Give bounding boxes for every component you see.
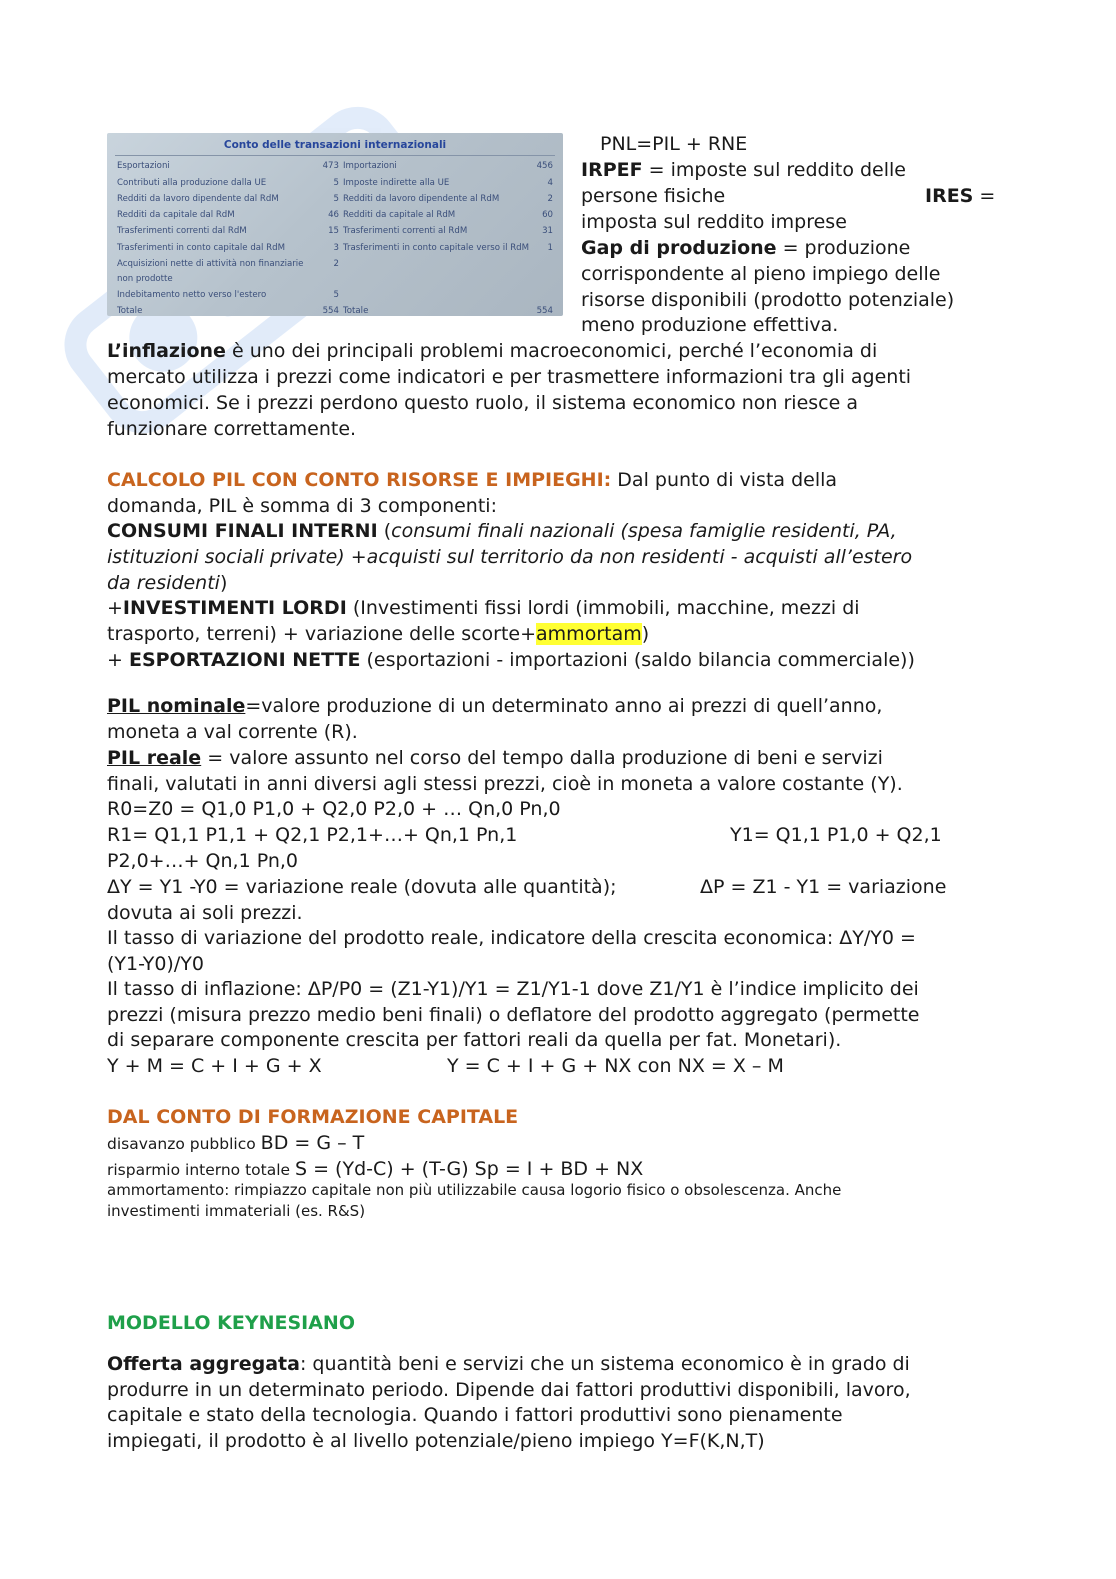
risparmio-eq: S = (Yd-C) + (T-G) Sp = I + BD + NX (295, 1158, 644, 1180)
consumi-def-1: consumi finali nazionali (spesa famiglie residenti, PA, (391, 520, 897, 542)
ammortamento-line-2: investimenti immateriali (es. R&S) (107, 1202, 366, 1220)
pil-nominale-line-2: moneta a val corrente (R). (107, 721, 358, 743)
table-right-label: Redditi da lavoro dipendente al RdM (343, 194, 500, 204)
table-right-value: 31 (542, 226, 553, 236)
table-right-label: Trasferimenti in conto capitale verso il RdM (343, 243, 530, 253)
consumi-line-3 (107, 570, 227, 596)
table-left-label: Contributi alla produzione dalla UE (117, 178, 267, 188)
table-right-value: 2 (547, 194, 553, 204)
pil-reale-line-1 (107, 745, 883, 771)
table-right-value: 4 (547, 178, 553, 188)
transactions-table-image (107, 133, 563, 316)
ires-term: IRES (925, 185, 974, 207)
investimenti-line-1 (107, 595, 860, 621)
inv-close: ) (641, 623, 650, 645)
gap-line (581, 235, 910, 261)
consumi-close: ) (219, 572, 228, 594)
offerta-line-2: produrre in un determinato periodo. Dipende dai fattori produttivi disponibili, lavoro, (107, 1379, 911, 1401)
table-right-label: Importazioni (343, 161, 397, 171)
inflazione-line-2: mercato utilizza i prezzi come indicatori e per trasmettere informazioni tra gli agenti (107, 366, 912, 388)
disavanzo-line (107, 1130, 364, 1157)
gap-def-3: risorse disponibili (prodotto potenziale) (581, 289, 955, 311)
table-divider (115, 155, 555, 156)
formula-r1: R1= Q1,1 P1,1 + Q2,1 P2,1+…+ Qn,1 Pn,1 (107, 824, 518, 846)
gap-def: = produzione (776, 237, 911, 259)
formazione-heading: DAL CONTO DI FORMAZIONE CAPITALE (107, 1106, 519, 1128)
table-right-label: Imposte indirette alla UE (343, 178, 450, 188)
offerta-line-1 (107, 1351, 910, 1377)
consumi-def-3: da residenti (107, 572, 220, 594)
inflazione-term: L’inflazione (107, 340, 226, 362)
calcolo-heading-rest: Dal punto di vista della (611, 469, 838, 491)
table-left-label: Totale (117, 306, 143, 316)
pil-nominale-line-1 (107, 693, 882, 719)
table-left-value: 5 (333, 194, 339, 204)
table-left-value: 473 (322, 161, 339, 171)
keynes-heading: MODELLO KEYNESIANO (107, 1312, 355, 1334)
investimenti-term: INVESTIMENTI LORDI (122, 597, 347, 619)
formula-delta-p-cont: dovuta ai soli prezzi. (107, 902, 303, 924)
risparmio-line (107, 1156, 643, 1183)
pil-reale-term: PIL reale (107, 747, 202, 769)
disavanzo-label: disavanzo pubblico (107, 1135, 261, 1153)
inflazione-text-1: è uno dei principali problemi macroeconomici, perché l’economia di (225, 340, 878, 362)
formula-r0: R0=Z0 = Q1,0 P1,0 + Q2,0 P2,0 + … Qn,0 Pn,0 (107, 798, 561, 820)
calcolo-heading-line (107, 467, 837, 493)
tasso-variazione-1: Il tasso di variazione del prodotto reale, indicatore della crescita economica: ΔY/Y0 = (107, 927, 916, 949)
disavanzo-eq: BD = G – T (260, 1132, 365, 1154)
table-left-label: Trasferimenti in conto capitale dal RdM (117, 243, 286, 253)
table-left-label: Acquisizioni nette di attività non finanziarie (117, 259, 304, 269)
table-right-value: 554 (536, 306, 553, 316)
table-left-label: Trasferimenti correnti dal RdM (117, 226, 247, 236)
ires-def: imposta sul reddito imprese (581, 211, 847, 233)
inv-def-2: trasporto, terreni) + variazione delle scorte+ (107, 623, 537, 645)
tasso-inflazione-1: Il tasso di inflazione: ΔP/P0 = (Z1-Y1)/Y1 = Z1/Y1-1 dove Z1/Y1 è l’indice implicito dei (107, 978, 919, 1000)
inflazione-line-4: funzionare correttamente. (107, 418, 357, 440)
inv-def-1: (Investimenti fissi lordi (immobili, macchine, mezzi di (346, 597, 860, 619)
offerta-line-4: impiegati, il prodotto è al livello potenziale/pieno impiego Y=F(K,N,T) (107, 1430, 765, 1452)
investimenti-line-2 (107, 621, 649, 647)
consumi-open: ( (377, 520, 392, 542)
table-left-value: 3 (333, 243, 339, 253)
pil-nominale-def: =valore produzione di un determinato anno ai prezzi di quell’anno, (245, 695, 883, 717)
gap-def-2: corrispondente al pieno impiego delle (581, 263, 941, 285)
formula-y1-cont: P2,0+…+ Qn,1 Pn,0 (107, 850, 299, 872)
irpef-def: = imposte sul reddito delle (642, 159, 906, 181)
table-right-value: 1 (547, 243, 553, 253)
ammortamento-line-1: ammortamento: rimpiazzo capitale non più utilizzabile causa logorio fisico o obsolescenza. Anche (107, 1181, 842, 1199)
pil-nominale-term: PIL nominale (107, 695, 246, 717)
table-left-label: Redditi da capitale dal RdM (117, 210, 235, 220)
table-right-label: Trasferimenti correnti al RdM (343, 226, 468, 236)
table-right-value: 60 (542, 210, 553, 220)
irpef-line-2: persone fisiche (581, 185, 726, 207)
offerta-line-3: capitale e stato della tecnologia. Quando i fattori produttivi sono pienamente (107, 1404, 843, 1426)
consumi-line-1 (107, 518, 897, 544)
tasso-variazione-2: (Y1-Y0)/Y0 (107, 953, 204, 975)
offerta-def: : quantità beni e servizi che un sistema economico è in grado di (299, 1353, 910, 1375)
inflazione-line-1 (107, 338, 877, 364)
table-left-label: Redditi da lavoro dipendente dal RdM (117, 194, 279, 204)
esportazioni-line (107, 647, 915, 673)
tasso-inflazione-2: prezzi (misura prezzo medio beni finali) o deflatore del prodotto aggregato (permette (107, 1004, 920, 1026)
table-left-value: 2 (333, 259, 339, 269)
table-left-value: 15 (328, 226, 339, 236)
formula-y1: Y1= Q1,1 P1,0 + Q2,1 (730, 824, 942, 846)
ires-eq: = (973, 185, 996, 207)
inv-prefix: + (107, 597, 123, 619)
calcolo-line-2: domanda, PIL è somma di 3 componenti: (107, 495, 497, 517)
table-left-value: 554 (322, 306, 339, 316)
equation-1: Y + M = C + I + G + X (107, 1055, 322, 1077)
gap-def-4: meno produzione effettiva. (581, 314, 839, 336)
pnl-formula: PNL=PIL + RNE (600, 133, 748, 155)
formula-delta-y: ΔY = Y1 -Y0 = variazione reale (dovuta alle quantità); (107, 876, 617, 898)
table-left-label: Indebitamento netto verso l'estero (117, 290, 267, 300)
table-title: Conto delle transazioni internazionali (223, 139, 447, 151)
calcolo-heading: CALCOLO PIL CON CONTO RISORSE E IMPIEGHI: (107, 469, 612, 491)
exp-def: (esportazioni - importazioni (saldo bilancia commerciale)) (360, 649, 915, 671)
inflazione-line-3: economici. Se i prezzi perdono questo ruolo, il sistema economico non riesce a (107, 392, 858, 414)
gap-term: Gap di produzione (581, 237, 777, 259)
offerta-term: Offerta aggregata (107, 1353, 300, 1375)
table-right-label: Redditi da capitale al RdM (343, 210, 456, 220)
table-right-value: 456 (536, 161, 553, 171)
consumi-line-2: istituzioni sociali private) +acquisti sul territorio da non residenti - acquisti all’estero (107, 546, 913, 568)
highlighted-ammortam: ammortam (536, 623, 642, 645)
pil-reale-line-2: finali, valutati in anni diversi agli stessi prezzi, cioè in moneta a valore costante (Y). (107, 773, 903, 795)
ires-line (925, 183, 995, 209)
table-left-label: Esportazioni (117, 161, 170, 171)
formula-delta-p: ΔP = Z1 - Y1 = variazione (700, 876, 947, 898)
table-left-label: non prodotte (117, 274, 173, 284)
exp-prefix: + (107, 649, 129, 671)
table-left-value: 5 (333, 290, 339, 300)
table-left-value: 46 (328, 210, 339, 220)
consumi-term: CONSUMI FINALI INTERNI (107, 520, 378, 542)
risparmio-label: risparmio interno totale (107, 1161, 295, 1179)
table-right-label: Totale (343, 306, 369, 316)
irpef-line (581, 157, 906, 183)
esportazioni-term: ESPORTAZIONI NETTE (128, 649, 361, 671)
irpef-term: IRPEF (581, 159, 643, 181)
table-left-value: 5 (333, 178, 339, 188)
tasso-inflazione-3: di separare componente crescita per fattori reali da quella per fat. Monetari). (107, 1029, 842, 1051)
equation-2: Y = C + I + G + NX con NX = X – M (447, 1055, 784, 1077)
pil-reale-def: = valore assunto nel corso del tempo dalla produzione di beni e servizi (201, 747, 883, 769)
